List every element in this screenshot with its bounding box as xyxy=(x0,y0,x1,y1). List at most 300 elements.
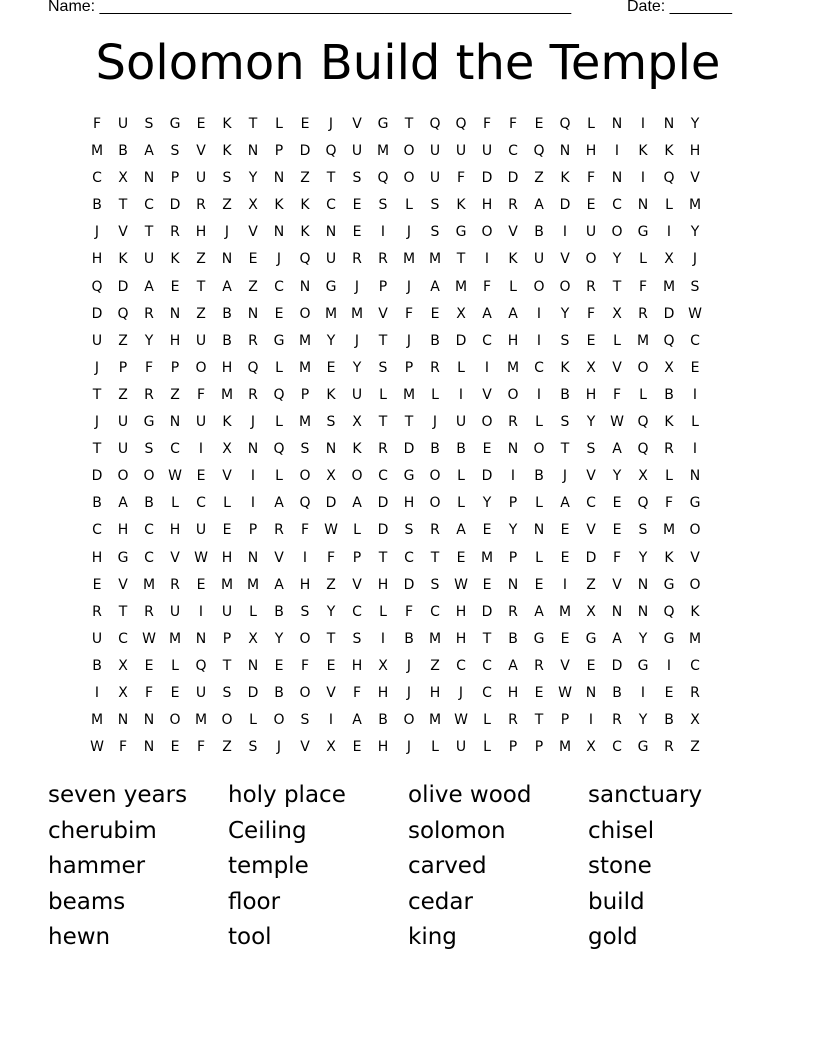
grid-letter: Z xyxy=(222,739,232,756)
grid-letter: W xyxy=(142,630,156,647)
grid-letter: L xyxy=(171,657,179,674)
grid-letter: V xyxy=(118,576,128,593)
grid-letter: L xyxy=(431,739,439,756)
grid-letter: X xyxy=(352,414,362,431)
grid-letter: O xyxy=(533,441,545,458)
grid-letter: T xyxy=(326,170,336,187)
grid-letter: Q xyxy=(273,386,285,403)
grid-letter: L xyxy=(535,414,543,431)
grid-letter: H xyxy=(221,359,233,376)
grid-letter: C xyxy=(144,522,154,539)
grid-letter: M xyxy=(428,251,442,268)
grid-letter: R xyxy=(690,684,700,701)
grid-letter: I xyxy=(328,712,334,729)
grid-letter: U xyxy=(429,143,441,160)
grid-letter: E xyxy=(196,576,206,593)
grid-letter: J xyxy=(406,657,412,674)
grid-letter: C xyxy=(612,739,622,756)
grid-letter: R xyxy=(196,197,206,214)
grid-letter: Y xyxy=(326,603,336,620)
grid-letter: Y xyxy=(482,495,492,512)
grid-letter: L xyxy=(405,197,413,214)
grid-letter: O xyxy=(403,712,415,729)
grid-letter: Y xyxy=(612,468,622,485)
grid-letter: Y xyxy=(586,414,596,431)
grid-letter: H xyxy=(169,522,181,539)
grid-letter: S xyxy=(248,739,258,756)
grid-letter: K xyxy=(300,224,310,241)
grid-letter: A xyxy=(482,305,492,322)
grid-letter: U xyxy=(481,143,493,160)
grid-letter: V xyxy=(352,576,362,593)
grid-letter: E xyxy=(300,116,310,132)
grid-letter: F xyxy=(482,278,492,295)
grid-letter: U xyxy=(117,441,129,458)
grid-letter: E xyxy=(534,116,544,132)
grid-letter: L xyxy=(431,386,439,403)
grid-letter: R xyxy=(144,603,154,620)
grid-letter: S xyxy=(430,224,440,241)
grid-letter: R xyxy=(508,603,518,620)
grid-letter: O xyxy=(169,712,181,729)
grid-letter: K xyxy=(664,414,674,431)
grid-letter: W xyxy=(610,414,624,431)
grid-letter: C xyxy=(352,603,362,620)
grid-letter: N xyxy=(637,197,649,214)
grid-letter: O xyxy=(585,251,597,268)
grid-letter: B xyxy=(144,495,154,512)
grid-letter: E xyxy=(222,522,232,539)
grid-letter: F xyxy=(404,305,414,322)
grid-letter: O xyxy=(299,684,311,701)
grid-letter: H xyxy=(481,197,493,214)
grid-letter: J xyxy=(276,739,282,756)
grid-letter: J xyxy=(692,251,698,268)
grid-letter: K xyxy=(560,170,570,187)
grid-letter: R xyxy=(508,414,518,431)
grid-letter: M xyxy=(298,332,312,349)
grid-letter: A xyxy=(456,522,466,539)
grid-letter: L xyxy=(457,359,465,376)
grid-letter: G xyxy=(169,116,181,132)
grid-letter: M xyxy=(90,143,104,160)
grid-letter: J xyxy=(224,224,230,241)
grid-letter: P xyxy=(508,739,518,756)
grid-letter: E xyxy=(144,657,154,674)
grid-letter: G xyxy=(637,739,649,756)
grid-letter: V xyxy=(612,359,622,376)
grid-letter: L xyxy=(639,251,647,268)
grid-letter: A xyxy=(508,305,518,322)
grid-letter: F xyxy=(144,684,154,701)
grid-letter: U xyxy=(195,522,207,539)
grid-letter: L xyxy=(249,603,257,620)
grid-letter: W xyxy=(454,712,468,729)
grid-letter: N xyxy=(663,116,675,132)
grid-letter: G xyxy=(663,576,675,593)
grid-letter: M xyxy=(220,386,234,403)
grid-letter: I xyxy=(94,684,100,701)
grid-letter: U xyxy=(325,251,337,268)
grid-letter: F xyxy=(300,522,310,539)
grid-letter: K xyxy=(664,143,674,160)
grid-letter: D xyxy=(481,603,493,620)
grid-letter: B xyxy=(664,386,674,403)
grid-letter: P xyxy=(118,359,128,376)
grid-letter: M xyxy=(636,332,650,349)
grid-letter: V xyxy=(690,170,700,187)
grid-letter: Z xyxy=(248,278,258,295)
grid-letter: S xyxy=(638,522,648,539)
grid-letter: R xyxy=(534,657,544,674)
grid-letter: J xyxy=(94,359,100,376)
grid-letter: M xyxy=(506,359,520,376)
grid-letter: I xyxy=(250,468,256,485)
grid-letter: N xyxy=(143,170,155,187)
grid-letter: S xyxy=(144,116,154,132)
grid-letter: O xyxy=(507,386,519,403)
grid-letter: L xyxy=(535,495,543,512)
grid-letter: F xyxy=(326,549,336,566)
grid-letter: Q xyxy=(91,278,103,295)
grid-letter: B xyxy=(92,495,102,512)
grid-letter: N xyxy=(247,143,259,160)
grid-letter: H xyxy=(455,630,467,647)
grid-letter: Q xyxy=(455,116,467,132)
grid-letter: T xyxy=(404,414,414,431)
grid-letter: X xyxy=(118,170,128,187)
word-list-item: stone xyxy=(588,853,652,880)
grid-letter: R xyxy=(248,332,258,349)
grid-letter: I xyxy=(562,224,568,241)
grid-letter: X xyxy=(586,603,596,620)
grid-letter: V xyxy=(612,576,622,593)
grid-letter: I xyxy=(640,684,646,701)
grid-letter: H xyxy=(91,549,103,566)
grid-letter: Z xyxy=(326,576,336,593)
grid-letter: E xyxy=(352,739,362,756)
grid-letter: H xyxy=(585,143,597,160)
grid-letter: U xyxy=(117,414,129,431)
grid-letter: Q xyxy=(637,495,649,512)
grid-letter: M xyxy=(298,414,312,431)
grid-letter: C xyxy=(92,522,102,539)
word-list-item: cedar xyxy=(408,888,473,915)
grid-letter: O xyxy=(559,278,571,295)
grid-letter: X xyxy=(326,468,336,485)
grid-letter: L xyxy=(353,522,361,539)
grid-letter: S xyxy=(404,522,414,539)
grid-letter: C xyxy=(92,170,102,187)
grid-letter: P xyxy=(222,630,232,647)
word-list xyxy=(48,778,768,956)
grid-letter: Q xyxy=(533,143,545,160)
grid-letter: M xyxy=(402,251,416,268)
grid-letter: X xyxy=(248,197,258,214)
grid-letter: I xyxy=(614,143,620,160)
grid-letter: G xyxy=(689,495,701,512)
grid-letter: Z xyxy=(430,657,440,674)
grid-letter: Z xyxy=(196,251,206,268)
grid-letter: N xyxy=(195,630,207,647)
grid-letter: D xyxy=(611,657,623,674)
grid-letter: R xyxy=(430,522,440,539)
word-list-item: cherubim xyxy=(48,817,157,844)
grid-letter: P xyxy=(248,522,258,539)
grid-letter: B xyxy=(664,712,674,729)
grid-letter: X xyxy=(664,359,674,376)
grid-letter: E xyxy=(170,278,180,295)
grid-letter: A xyxy=(612,630,622,647)
grid-letter: M xyxy=(220,576,234,593)
grid-letter: O xyxy=(143,468,155,485)
grid-letter: G xyxy=(325,278,337,295)
grid-letter: E xyxy=(612,522,622,539)
grid-letter: H xyxy=(507,332,519,349)
grid-letter: B xyxy=(508,630,518,647)
grid-letter: X xyxy=(586,739,596,756)
date-field[interactable]: Date: _______ xyxy=(627,0,732,15)
grid-letter: L xyxy=(379,386,387,403)
grid-letter: D xyxy=(507,170,519,187)
grid-letter: O xyxy=(429,495,441,512)
grid-letter: A xyxy=(352,495,362,512)
grid-letter: H xyxy=(429,684,441,701)
grid-letter: T xyxy=(560,441,570,458)
grid-letter: T xyxy=(482,630,492,647)
grid-letter: H xyxy=(195,224,207,241)
grid-letter: N xyxy=(637,576,649,593)
grid-letter: R xyxy=(638,305,648,322)
grid-letter: T xyxy=(118,197,128,214)
grid-letter: X xyxy=(118,657,128,674)
grid-letter: M xyxy=(90,712,104,729)
grid-letter: S xyxy=(352,630,362,647)
grid-letter: N xyxy=(143,712,155,729)
grid-letter: T xyxy=(92,441,102,458)
grid-letter: F xyxy=(92,116,102,132)
grid-letter: A xyxy=(118,495,128,512)
grid-letter: Q xyxy=(195,657,207,674)
grid-letter: E xyxy=(274,305,284,322)
grid-letter: Y xyxy=(638,630,648,647)
grid-letter: R xyxy=(612,712,622,729)
grid-letter: F xyxy=(144,359,154,376)
grid-letter: G xyxy=(455,224,467,241)
grid-letter: X xyxy=(222,441,232,458)
grid-letter: N xyxy=(507,441,519,458)
grid-letter: Z xyxy=(534,170,544,187)
grid-letter: Y xyxy=(508,522,518,539)
grid-letter: O xyxy=(689,522,701,539)
grid-letter: F xyxy=(638,278,648,295)
grid-letter: D xyxy=(403,441,415,458)
grid-letter: I xyxy=(692,386,698,403)
grid-letter: V xyxy=(170,549,180,566)
grid-letter: E xyxy=(482,576,492,593)
grid-letter: B xyxy=(560,386,570,403)
word-list-item: build xyxy=(588,888,645,915)
grid-letter: E xyxy=(482,522,492,539)
grid-letter: H xyxy=(403,495,415,512)
grid-letter: Z xyxy=(300,170,310,187)
grid-letter: R xyxy=(144,386,154,403)
grid-letter: T xyxy=(248,116,258,132)
grid-letter: S xyxy=(430,576,440,593)
grid-letter: Q xyxy=(299,251,311,268)
grid-letter: U xyxy=(117,116,129,132)
grid-letter: H xyxy=(169,332,181,349)
grid-letter: K xyxy=(456,197,466,214)
grid-letter: R xyxy=(170,224,180,241)
grid-letter: E xyxy=(534,684,544,701)
grid-letter: S xyxy=(430,197,440,214)
grid-letter: L xyxy=(587,116,595,132)
grid-letter: S xyxy=(144,441,154,458)
grid-letter: H xyxy=(585,386,597,403)
grid-letter: O xyxy=(221,712,233,729)
grid-letter: C xyxy=(482,332,492,349)
grid-letter: C xyxy=(482,684,492,701)
grid-letter: M xyxy=(688,197,702,214)
grid-letter: K xyxy=(300,197,310,214)
grid-letter: R xyxy=(248,386,258,403)
grid-letter: B xyxy=(612,684,622,701)
grid-letter: I xyxy=(484,359,490,376)
grid-letter: Q xyxy=(325,143,337,160)
grid-letter: E xyxy=(170,684,180,701)
grid-letter: O xyxy=(637,359,649,376)
grid-letter: B xyxy=(430,332,440,349)
grid-letter: P xyxy=(508,495,518,512)
grid-letter: U xyxy=(455,414,467,431)
grid-letter: I xyxy=(484,251,490,268)
grid-letter: C xyxy=(508,143,518,160)
grid-letter: C xyxy=(170,441,180,458)
grid-letter: T xyxy=(378,549,388,566)
grid-letter: O xyxy=(299,630,311,647)
grid-letter: U xyxy=(585,224,597,241)
grid-letter: L xyxy=(535,549,543,566)
grid-letter: M xyxy=(558,603,572,620)
grid-letter: U xyxy=(351,386,363,403)
grid-letter: A xyxy=(534,603,544,620)
grid-letter: M xyxy=(376,143,390,160)
grid-letter: S xyxy=(690,278,700,295)
grid-letter: E xyxy=(534,576,544,593)
grid-letter: Q xyxy=(429,116,441,132)
grid-letter: Y xyxy=(638,712,648,729)
page-title: Solomon Build the Temple xyxy=(95,35,721,91)
grid-letter: P xyxy=(508,549,518,566)
grid-letter: R xyxy=(378,441,388,458)
grid-letter: P xyxy=(404,359,414,376)
grid-letter: J xyxy=(432,414,438,431)
grid-letter: F xyxy=(612,386,622,403)
grid-letter: N xyxy=(143,739,155,756)
grid-letter: O xyxy=(351,468,363,485)
grid-letter: I xyxy=(536,386,542,403)
grid-letter: X xyxy=(586,359,596,376)
grid-letter: Q xyxy=(559,116,571,132)
grid-letter: N xyxy=(117,712,129,729)
grid-letter: M xyxy=(688,630,702,647)
grid-letter: E xyxy=(92,576,102,593)
grid-letter: A xyxy=(352,712,362,729)
grid-letter: F xyxy=(300,657,310,674)
grid-letter: P xyxy=(560,712,570,729)
grid-letter: B xyxy=(274,684,284,701)
grid-letter: X xyxy=(248,630,258,647)
grid-letter: F xyxy=(508,116,518,132)
grid-letter: X xyxy=(456,305,466,322)
grid-letter: K xyxy=(638,143,648,160)
grid-letter: K xyxy=(664,549,674,566)
grid-letter: D xyxy=(585,549,597,566)
grid-letter: T xyxy=(612,278,622,295)
word-list-item: beams xyxy=(48,888,126,915)
grid-letter: J xyxy=(276,251,282,268)
grid-letter: G xyxy=(403,468,415,485)
grid-letter: Q xyxy=(663,170,675,187)
grid-letter: F xyxy=(352,684,362,701)
grid-letter: E xyxy=(456,549,466,566)
grid-letter: N xyxy=(247,549,259,566)
grid-letter: D xyxy=(247,684,259,701)
grid-letter: L xyxy=(457,468,465,485)
header xyxy=(48,0,748,20)
grid-letter: R xyxy=(430,359,440,376)
grid-letter: A xyxy=(612,441,622,458)
grid-letter: T xyxy=(456,251,466,268)
grid-letter: A xyxy=(222,278,232,295)
grid-letter: U xyxy=(455,739,467,756)
word-list-item: chisel xyxy=(588,817,655,844)
grid-letter: O xyxy=(273,712,285,729)
grid-letter: T xyxy=(144,224,154,241)
grid-letter: M xyxy=(298,359,312,376)
grid-letter: D xyxy=(91,468,103,485)
grid-letter: S xyxy=(560,332,570,349)
grid-letter: L xyxy=(379,603,387,620)
grid-letter: J xyxy=(562,468,568,485)
grid-letter: B xyxy=(456,441,466,458)
grid-letter: K xyxy=(118,251,128,268)
grid-letter: V xyxy=(560,657,570,674)
grid-letter: S xyxy=(300,603,310,620)
grid-letter: N xyxy=(533,522,545,539)
grid-letter: H xyxy=(455,603,467,620)
grid-letter: L xyxy=(275,116,283,132)
grid-letter: S xyxy=(222,170,232,187)
grid-letter: F xyxy=(118,739,128,756)
grid-letter: N xyxy=(325,224,337,241)
grid-letter: J xyxy=(354,332,360,349)
grid-letter: Y xyxy=(352,359,362,376)
grid-letter: G xyxy=(117,549,129,566)
grid-letter: M xyxy=(402,386,416,403)
grid-letter: I xyxy=(302,549,308,566)
grid-letter: L xyxy=(613,332,621,349)
grid-letter: V xyxy=(196,143,206,160)
grid-letter: F xyxy=(612,549,622,566)
grid-letter: G xyxy=(377,116,389,132)
grid-letter: M xyxy=(350,305,364,322)
grid-letter: M xyxy=(168,630,182,647)
grid-letter: H xyxy=(91,251,103,268)
name-field[interactable]: Name: _____________________________________________________ xyxy=(48,0,572,15)
grid-letter: T xyxy=(196,278,206,295)
